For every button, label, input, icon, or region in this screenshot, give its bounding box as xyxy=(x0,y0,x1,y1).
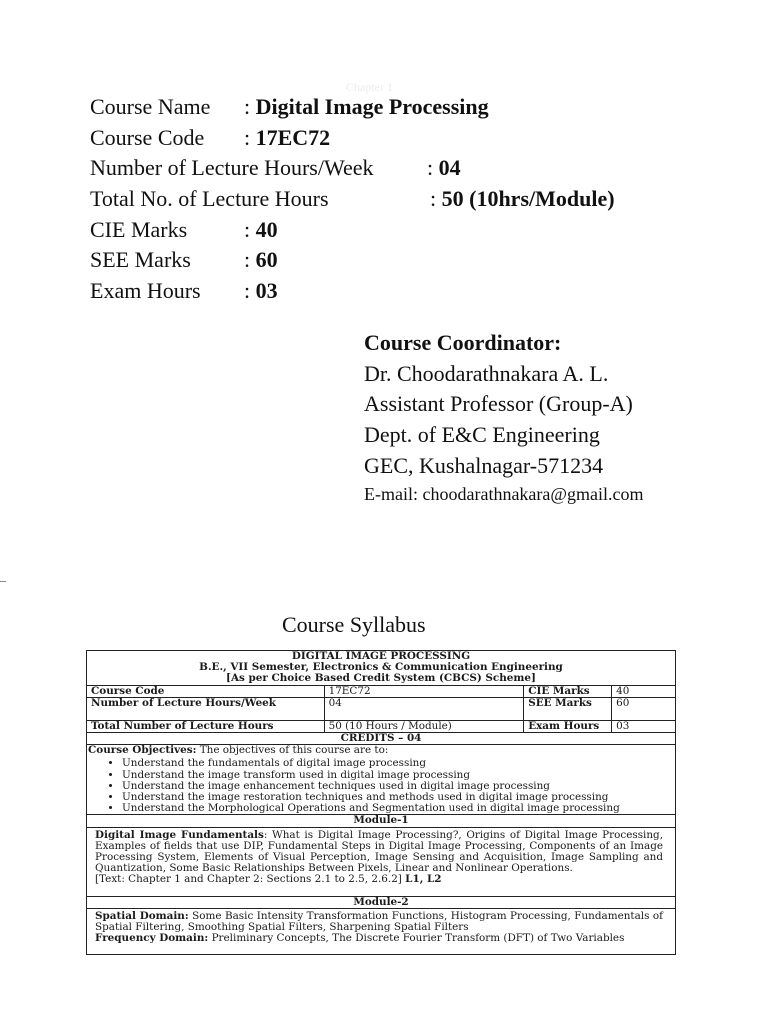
module-2-title-row xyxy=(87,896,676,908)
table-total-hours-label: Total Number of Lecture Hours xyxy=(87,720,325,732)
table-exam-hours-label: Exam Hours xyxy=(524,720,612,732)
faint-watermark-text: Chapter 1 xyxy=(346,80,393,94)
total-lecture-hours-label: Total No. of Lecture Hours xyxy=(90,186,329,212)
lecture-hours-week-label: Number of Lecture Hours/Week xyxy=(90,155,374,181)
table-objectives-row xyxy=(87,745,676,815)
table-course-code-label: Course Code xyxy=(87,685,325,697)
module-1-content-row xyxy=(87,827,676,896)
edge-mark xyxy=(0,581,6,582)
list-item: • Understand the fundamentals of digital image processing xyxy=(122,758,674,769)
see-marks-label: SEE Marks xyxy=(90,247,191,273)
coordinator-college: GEC, Kushalnagar-571234 xyxy=(364,452,604,478)
course-code-label: Course Code xyxy=(90,124,205,150)
table-cie-value: 40 xyxy=(612,685,676,697)
module-1-title-row xyxy=(87,815,676,827)
course-code-value: 17EC72 xyxy=(255,124,331,150)
course-coordinator-block xyxy=(364,328,643,506)
syllabus-title: Course Syllabus xyxy=(282,612,426,637)
table-course-code-value: 17EC72 xyxy=(324,685,524,697)
table-hours-week-value: 04 xyxy=(324,697,524,720)
table-see-value: 60 xyxy=(612,697,676,720)
see-marks-value: 60 xyxy=(255,247,278,273)
total-lecture-hours-value: 50 (10hrs/Module) xyxy=(441,186,615,212)
course-name-value: Digital Image Processing xyxy=(255,94,489,119)
module-1-title: Module-1 xyxy=(87,815,676,827)
coordinator-position: Assistant Professor (Group-A) xyxy=(364,391,633,417)
table-title-line-2: B.E., VII Semester, Electronics & Communication Engineering xyxy=(199,661,563,674)
coordinator-department: Dept. of E&C Engineering xyxy=(364,422,600,448)
table-exam-hours-value: 03 xyxy=(612,720,676,732)
table-hours-week-label: Number of Lecture Hours/Week xyxy=(87,697,325,720)
table-title-line-1: DIGITAL IMAGE PROCESSING xyxy=(291,650,471,662)
table-credits: CREDITS – 04 xyxy=(87,733,676,745)
table-total-hours-value: 50 (10 Hours / Module) xyxy=(324,720,524,732)
list-item: • Understand the image transform used in digital image processing xyxy=(122,770,674,781)
module-2-frequency-label: Frequency Domain: xyxy=(95,932,209,945)
table-row xyxy=(87,720,676,732)
module-1-label: Digital Image Fundamentals xyxy=(95,828,264,841)
module-1-text: : What is Digital Image Processing?, Origins of Digital Image Processing, Examples of fields that use DIP, Fundamental Steps in Digital Image Processing, Components of an Image Processing System, Elements of Visual Perception, Image Sensing and Acquisition, Image Sampling and Quantization, Some Basic Relationships Between Pixels, Linear and Nonlinear Operations. xyxy=(95,828,664,875)
course-name-label: Course Name xyxy=(90,94,211,119)
cie-marks-value: 40 xyxy=(255,216,278,242)
table-row xyxy=(87,697,676,720)
module-2-content-row xyxy=(87,908,676,955)
table-title-row xyxy=(87,651,676,686)
table-row xyxy=(87,685,676,697)
list-item: • Understand the Morphological Operations and Segmentation used in digital image processing xyxy=(122,803,674,814)
table-see-label: SEE Marks xyxy=(524,697,612,720)
table-credits-row xyxy=(87,733,676,745)
coordinator-name: Dr. Choodarathnakara A. L. xyxy=(364,360,609,386)
coordinator-email: E-mail: choodarathnakara@gmail.com xyxy=(364,483,644,504)
table-cie-label: CIE Marks xyxy=(524,685,612,697)
coordinator-heading: Course Coordinator: xyxy=(364,330,562,355)
objectives-intro: The objectives of this course are to: xyxy=(196,744,389,757)
table-title-line-3: [As per Choice Based Credit System (CBCS) Scheme] xyxy=(226,672,536,685)
list-item: • Understand the image enhancement techniques used in digital image processing xyxy=(122,781,674,792)
module-1-reference: [Text: Chapter 1 and Chapter 2: Sections 2.1 to 2.5, 2.6.2] xyxy=(95,873,402,886)
lecture-hours-week-value: 04 xyxy=(438,155,461,181)
exam-hours-value: 03 xyxy=(255,278,278,304)
module-1-levels: L1, L2 xyxy=(405,873,442,886)
objectives-list xyxy=(88,758,674,814)
syllabus-table xyxy=(86,650,676,955)
module-2-frequency-text: Preliminary Concepts, The Discrete Fourier Transform (DFT) of Two Variables xyxy=(208,932,625,945)
module-2-spatial-label: Spatial Domain: xyxy=(95,909,189,922)
exam-hours-label: Exam Hours xyxy=(90,278,201,304)
module-2-spatial-text: Some Basic Intensity Transformation Functions, Histogram Processing, Fundamentals of Spatial Filtering, Smoothing Spatial Filters, Sharpening Spatial Filters xyxy=(95,909,663,934)
objectives-label: Course Objectives: xyxy=(88,744,197,757)
module-2-title: Module-2 xyxy=(87,896,676,908)
list-item: • Understand the image restoration techniques and methods used in digital image processing xyxy=(122,792,674,803)
cie-marks-label: CIE Marks xyxy=(90,216,188,242)
